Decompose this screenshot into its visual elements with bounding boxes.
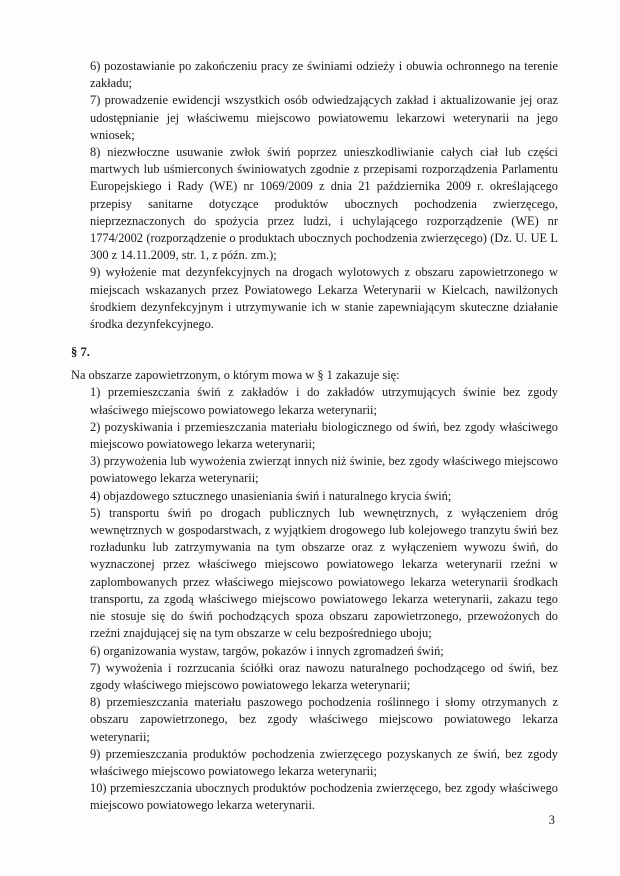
prohibition-item-3: 3) przywożenia lub wywożenia zwierząt innych niż świnie, bez zgody właściwego miejscowo powiatowego lekarza weterynarii; — [90, 454, 558, 486]
list-item-6-clothing: 6) pozostawianie po zakończeniu pracy ze świniami odzieży i obuwia ochronnego na terenie zakładu; — [90, 59, 558, 91]
prohibition-item-6: 6) organizowania wystaw, targów, pokazów i innych zgromadzeń świń; — [90, 643, 444, 658]
prohibition-item-4: 4) objazdowego sztucznego unasieniania świń i naturalnego krycia świń; — [90, 488, 452, 503]
list-item-8-carcass-removal: 8) niezwłoczne usuwanie zwłok świń poprzez unieszkodliwianie całych ciał lub części martwych lub uśmierconych świniowatych zgodnie z przepisami rozporządzenia Parlamentu Europejskiego i Rady (WE) nr 1069/2009 z dnia 21 października 2009 r. określającego przepisy sanitarne dotyczące produktów ubocznych pochodzenia zwierzęcego, nieprzeznaczonych do spożycia przez ludzi, i uchylającego rozporządzenie (WE) nr 1774/2002 (rozporządzenie o produktach ubocznych pochodzenia zwierzęcego) (Dz. U. UE L 300 z 14.11.2009, str. 1, z późn. zm.); — [90, 145, 558, 263]
page-number: 3 — [548, 813, 555, 827]
prohibition-item-7: 7) wywożenia i rozrzucania ściółki oraz nawozu naturalnego pochodzącego od świń, bez zgody właściwego miejscowo powiatowego lekarza weterynarii; — [90, 660, 558, 692]
section-heading: § 7. — [71, 345, 90, 360]
prohibition-item-1: 1) przemieszczania świń z zakładów i do zakładów utrzymujących świnie bez zgody właściwego miejscowo powiatowego lekarza weterynarii; — [90, 385, 558, 417]
prohibition-item-10: 10) przemieszczania ubocznych produktów pochodzenia zwierzęcego, bez zgody właściwego miejscowo powiatowego lekarza weterynarii. — [90, 781, 558, 813]
section-intro: Na obszarze zapowietrzonym, o którym mowa w § 1 zakazuje się: — [71, 368, 400, 383]
prohibition-item-5: 5) transportu świń po drogach publicznych lub wewnętrznych, z wyłączeniem dróg wewnętrznych w gospodarstwach, z wyjątkiem drogowego lub kolejowego tranzytu świń bez rozładunku lub zatrzymywania na tym obszarze oraz z wyłączeniem wywozu świń, do wyznaczonej przez właściwego miejscowo powiatowego lekarza weterynarii rzeźni w zaplombowanych przez właściwego miejscowo powiatowego lekarza weterynarii środkach transportu, za zgodą właściwego miejscowo powiatowego lekarza weterynarii, zakazu tego nie stosuje się do świń pochodzących spoza obszaru zapowietrzonego, przewożonych do rzeźni znajdującej się na tym obszarze w celu bezpośredniego uboju; — [90, 505, 558, 641]
prohibition-item-9: 9) przemieszczania produktów pochodzenia zwierzęcego pozyskanych ze świń, bez zgody właściwego miejscowo powiatowego lekarza weterynarii; — [90, 746, 558, 778]
prohibition-item-8: 8) przemieszczania materiału paszowego pochodzenia roślinnego i słomy otrzymanych z obszaru zapowietrzonego, bez zgody właściwego miejscowo powiatowego lekarza weterynarii; — [90, 695, 558, 744]
document-body — [71, 58, 558, 815]
list-item-7-visitor-register: 7) prowadzenie ewidencji wszystkich osób odwiedzających zakład i aktualizowanie jej oraz udostępnianie jej właściwemu miejscowo powiatowemu lekarzowi weterynarii na jego wniosek; — [90, 93, 558, 142]
prohibition-item-2: 2) pozyskiwania i przemieszczania materiału biologicznego od świń, bez zgody właściwego miejscowo powiatowego lekarza weterynarii; — [90, 419, 558, 452]
list-item-9-disinfection-mats: 9) wyłożenie mat dezynfekcyjnych na drogach wylotowych z obszaru zapowietrzonego w miejscach wskazanych przez Powiatowego Lekarza Weterynarii w Kielcach, nawilżonych środkiem dezynfekcyjnym i utrzymywanie ich w stanie zapewniającym skuteczne działanie środka dezynfekcyjnego. — [90, 265, 558, 332]
